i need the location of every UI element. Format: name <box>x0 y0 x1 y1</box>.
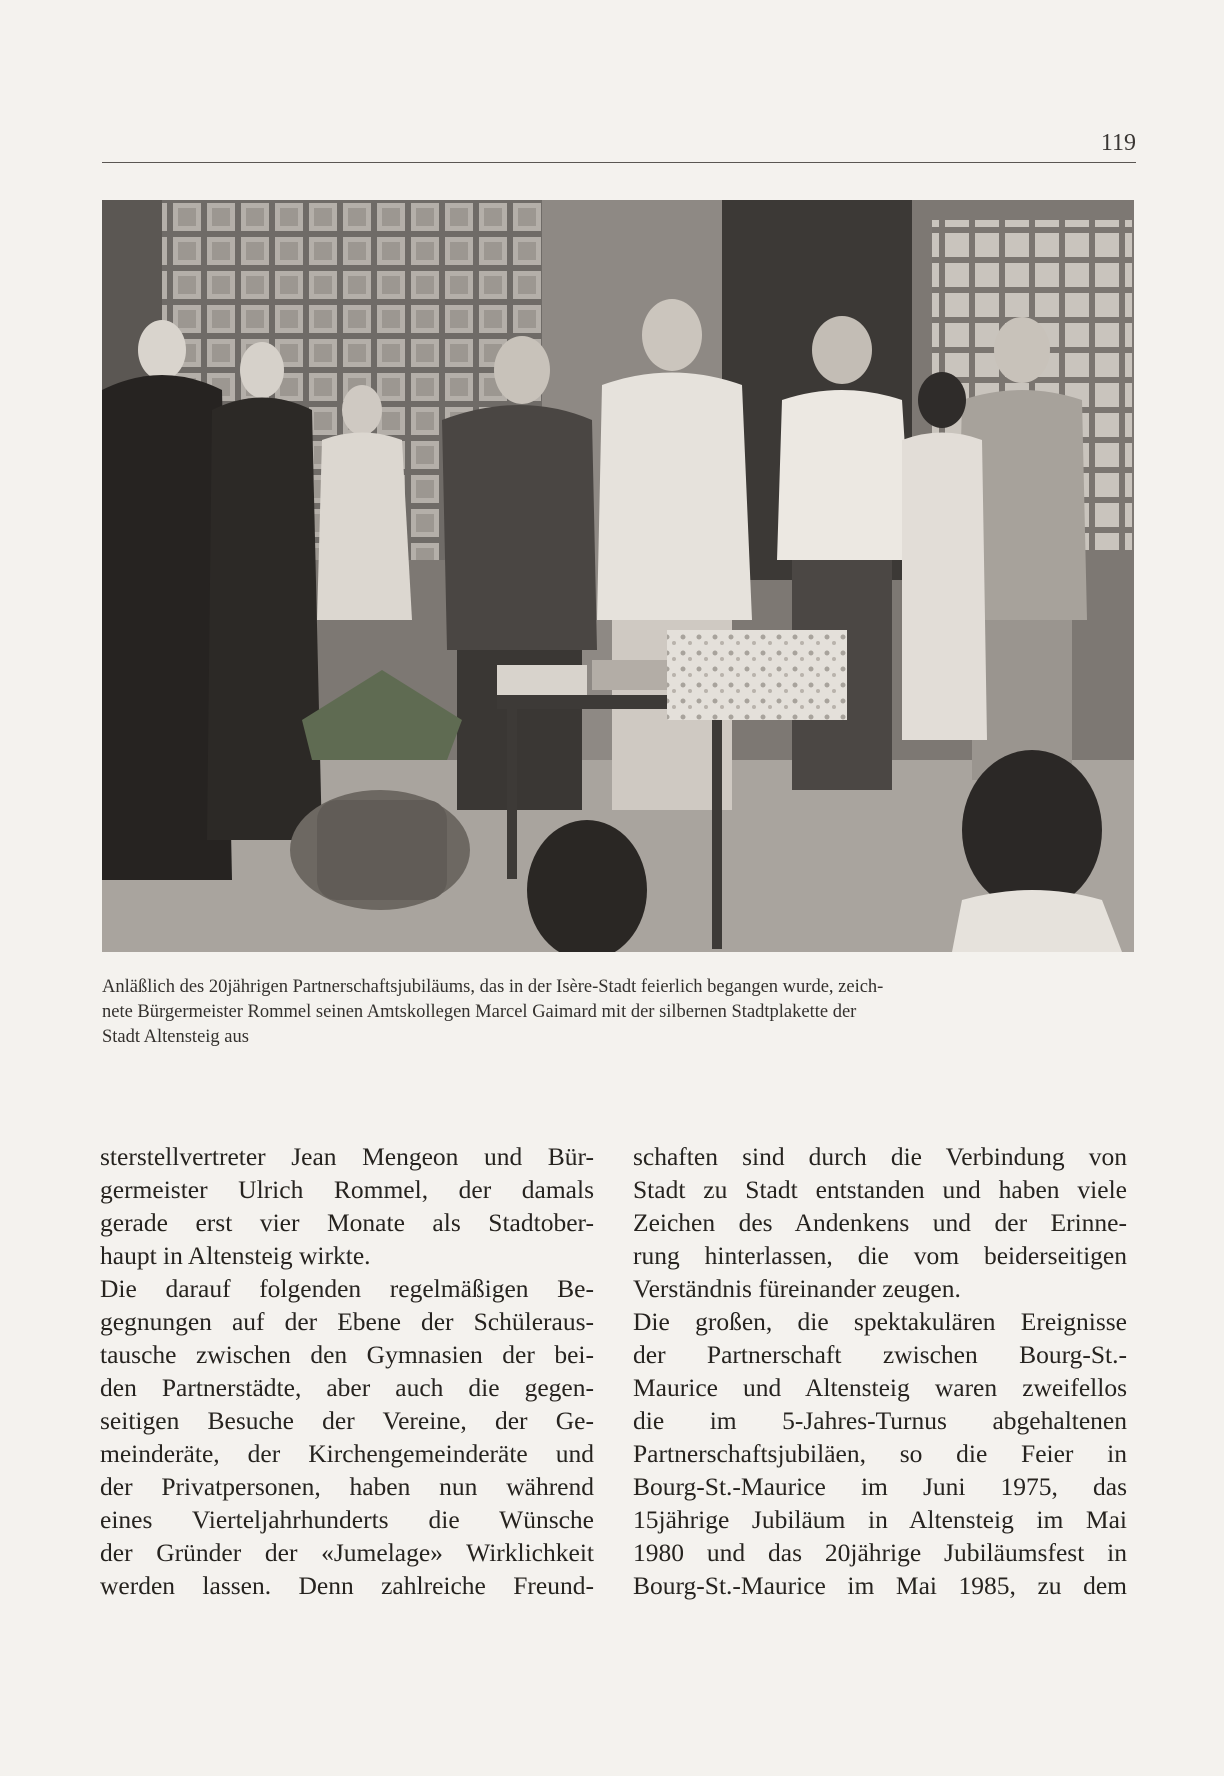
body-line: germeister Ulrich Rommel, der damals <box>100 1175 594 1204</box>
body-line: meinderäte, der Kirchengemeinderäte und <box>100 1439 594 1468</box>
body-line: Die großen, die spektakulären Ereignisse <box>633 1307 1127 1336</box>
body-line: 1980 und das 20jährige Jubiläumsfest in <box>633 1538 1127 1567</box>
body-line: eines Vierteljahrhunderts die Wünsche <box>100 1505 594 1534</box>
body-line: sterstellvertreter Jean Mengeon und Bür- <box>100 1142 594 1171</box>
body-line: der Gründer der «Jumelage» Wirklichkeit <box>100 1538 594 1567</box>
caption-line: nete Bürgermeister Rommel seinen Amtskollegen Marcel Gaimard mit der silbernen Stadtplakette der <box>102 1002 857 1022</box>
body-line: die im 5-Jahres-Turnus abgehaltenen <box>633 1406 1127 1435</box>
body-line: rung hinterlassen, die vom beiderseitigen <box>633 1241 1127 1270</box>
caption-line: Anläßlich des 20jährigen Partnerschaftsjubiläums, das in der Isère-Stadt feierlich begangen wurde, zeich- <box>102 977 884 997</box>
ceremony-photo-illustration <box>102 200 1134 952</box>
body-line: haupt in Altensteig wirkte. <box>100 1241 371 1270</box>
body-line: Die darauf folgenden regelmäßigen Be- <box>100 1274 594 1303</box>
ceremony-photo <box>102 200 1134 952</box>
body-line: Bourg-St.-Maurice im Juni 1975, das <box>633 1472 1127 1501</box>
body-line: 15jährige Jubiläum in Altensteig im Mai <box>633 1505 1127 1534</box>
body-line: Maurice und Altensteig waren zweifellos <box>633 1373 1127 1402</box>
body-line: Zeichen des Andenkens und der Erinne- <box>633 1208 1127 1237</box>
body-line: werden lassen. Denn zahlreiche Freund- <box>100 1571 594 1600</box>
header-rule <box>102 162 1136 163</box>
caption-line: Stadt Altensteig aus <box>102 1027 249 1047</box>
body-line: den Partnerstädte, aber auch die gegen- <box>100 1373 594 1402</box>
body-column-right <box>633 1140 1127 1602</box>
body-line: der Privatpersonen, haben nun während <box>100 1472 594 1501</box>
body-line: seitigen Besuche der Vereine, der Ge- <box>100 1406 594 1435</box>
body-line: Verständnis füreinander zeugen. <box>633 1274 961 1303</box>
body-line: der Partnerschaft zwischen Bourg-St.- <box>633 1340 1127 1369</box>
body-line: tausche zwischen den Gymnasien der bei- <box>100 1340 594 1369</box>
body-line: Partnerschaftsjubiläen, so die Feier in <box>633 1439 1127 1468</box>
body-column-left <box>100 1140 594 1602</box>
photo-caption <box>102 975 1134 1050</box>
body-line: Stadt zu Stadt entstanden und haben viele <box>633 1175 1127 1204</box>
body-line: Bourg-St.-Maurice im Mai 1985, zu dem <box>633 1571 1127 1600</box>
body-line: gerade erst vier Monate als Stadtober- <box>100 1208 594 1237</box>
body-line: schaften sind durch die Verbindung von <box>633 1142 1127 1171</box>
body-line: gegnungen auf der Ebene der Schüleraus- <box>100 1307 594 1336</box>
page-number: 119 <box>1100 130 1136 156</box>
